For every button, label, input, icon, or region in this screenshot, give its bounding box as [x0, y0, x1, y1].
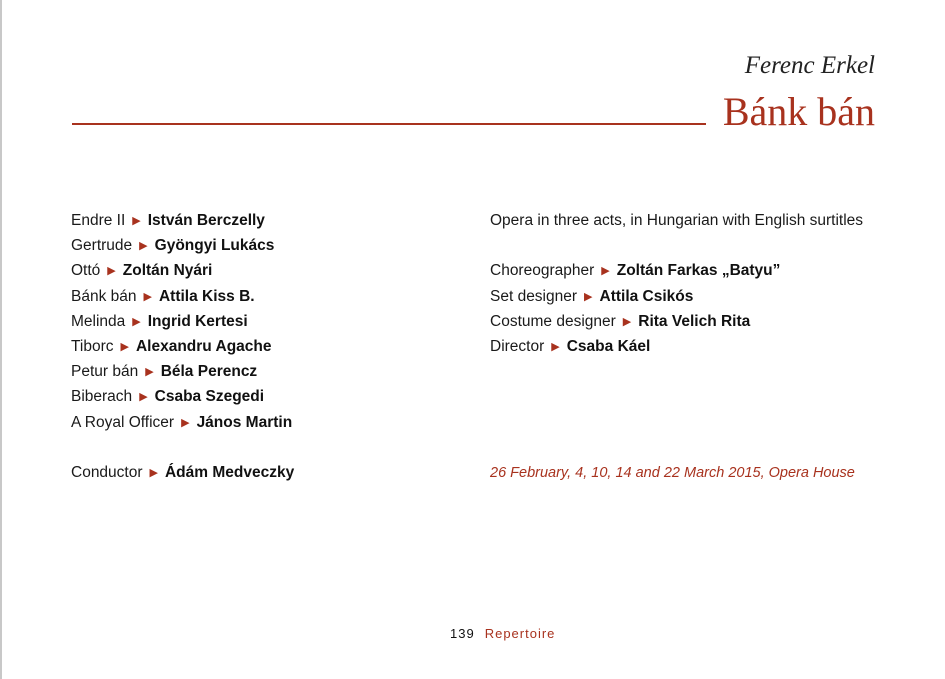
performer-name: Zoltán Nyári — [122, 262, 213, 280]
performance-dates: 26 February, 4, 10, 14 and 22 March 2015, Opera House — [490, 465, 855, 482]
cast-row — [71, 208, 461, 233]
spacer — [490, 359, 910, 461]
conductor-row — [71, 460, 461, 485]
cast-column — [71, 208, 461, 485]
spacer — [71, 435, 461, 460]
crew-row — [490, 258, 910, 283]
performer-name: János Martin — [196, 413, 293, 431]
crew-name: Rita Velich Rita — [638, 312, 751, 330]
page-edge-divider — [0, 0, 2, 679]
bullet-arrow-icon: ▶ — [143, 290, 152, 303]
role-label: Conductor — [71, 463, 143, 481]
performer-name: Ádám Medveczky — [164, 463, 295, 481]
page-footer — [450, 626, 555, 641]
crew-row — [490, 284, 910, 309]
composer-name: Ferenc Erkel — [744, 52, 875, 79]
role-label: Set designer — [490, 287, 578, 305]
role-label: Costume designer — [490, 312, 616, 330]
bullet-arrow-icon: ▶ — [149, 466, 158, 479]
bullet-arrow-icon: ▶ — [139, 391, 148, 404]
crew-name: Zoltán Farkas „Batyu” — [616, 262, 781, 280]
bullet-arrow-icon: ▶ — [132, 315, 141, 328]
bullet-arrow-icon: ▶ — [139, 240, 148, 253]
page-number: 139 — [450, 626, 475, 641]
bullet-arrow-icon: ▶ — [584, 290, 593, 303]
role-label: Petur bán — [71, 363, 139, 381]
cast-row — [71, 233, 461, 258]
performer-name: Ingrid Kertesi — [147, 312, 248, 330]
performer-name: Csaba Szegedi — [154, 388, 265, 406]
opera-description: Opera in three acts, in Hungarian with English surtitles — [490, 212, 864, 229]
title-rule — [72, 123, 706, 125]
crew-row — [490, 309, 910, 334]
bullet-arrow-icon: ▶ — [145, 366, 154, 379]
cast-row — [71, 258, 461, 283]
bullet-arrow-icon: ▶ — [622, 315, 632, 328]
crew-row — [490, 334, 910, 359]
production-column — [490, 208, 910, 486]
role-label: Ottó — [71, 262, 101, 280]
role-label: Endre II — [71, 212, 126, 229]
cast-row — [71, 410, 461, 435]
performer-name: Béla Perencz — [160, 363, 258, 381]
crew-name: Csaba Káel — [566, 337, 651, 355]
performer-name: István Berczelly — [147, 212, 265, 229]
role-label: Director — [490, 337, 545, 355]
bullet-arrow-icon: ▶ — [132, 215, 141, 227]
role-label: Bánk bán — [71, 287, 137, 305]
cast-row — [71, 384, 461, 409]
bullet-arrow-icon: ▶ — [107, 265, 116, 278]
performer-name: Attila Kiss B. — [158, 287, 255, 305]
bullet-arrow-icon: ▶ — [551, 340, 560, 353]
opera-title: Bánk bán — [722, 89, 875, 134]
cast-row — [71, 284, 461, 309]
bullet-arrow-icon: ▶ — [181, 416, 190, 429]
performer-name: Gyöngyi Lukács — [154, 237, 275, 255]
bullet-arrow-icon: ▶ — [120, 340, 129, 353]
bullet-arrow-icon: ▶ — [601, 265, 610, 278]
section-name: Repertoire — [484, 626, 556, 641]
role-label: Biberach — [71, 388, 133, 406]
role-label: Melinda — [71, 312, 126, 330]
role-label: A Royal Officer — [71, 413, 175, 431]
role-label: Gertrude — [71, 237, 133, 255]
crew-name: Attila Csikós — [599, 287, 694, 305]
cast-row — [71, 334, 461, 359]
cast-row — [71, 309, 461, 334]
performer-name: Alexandru Agache — [135, 337, 272, 355]
cast-row — [71, 359, 461, 384]
role-label: Tiborc — [71, 337, 114, 355]
spacer — [490, 233, 910, 258]
role-label: Choreographer — [490, 262, 595, 280]
